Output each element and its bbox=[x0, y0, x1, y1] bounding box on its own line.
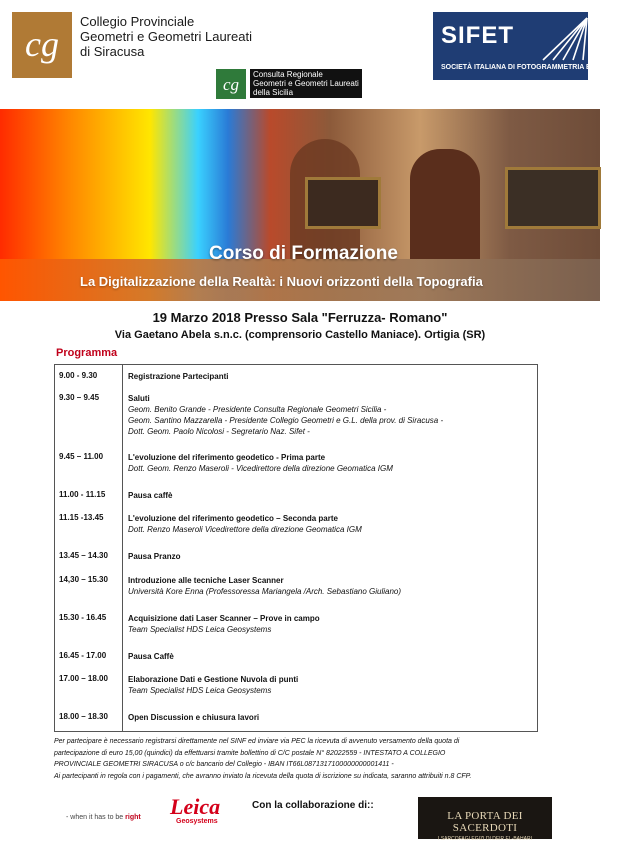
program-time: 11.15 -13.45 bbox=[59, 513, 104, 522]
program-heading: Programma bbox=[56, 347, 118, 359]
program-detail: Geom. Santino Mazzarella - Presidente Collegio Geometri e G.L. della prov. di Siracusa - bbox=[128, 416, 444, 425]
program-description bbox=[128, 551, 533, 562]
program-description bbox=[128, 371, 533, 382]
porta-sacerdoti-logo: LA PORTA DEI SACERDOTI I SARCOFAGI EGIZI DI DEIR EL-BAHARI bbox=[418, 797, 552, 839]
program-detail: Università Kore Enna (Professoressa Mariangela /Arch. Sebastiano Giuliano) bbox=[128, 587, 402, 596]
collegio-logo-icon bbox=[12, 12, 72, 78]
program-title: Saluti bbox=[128, 394, 150, 403]
program-time: 11.00 - 11.15 bbox=[59, 490, 106, 499]
leica-logo: Leica Geosystems bbox=[170, 794, 221, 825]
program-title: Pausa Caffè bbox=[128, 652, 174, 661]
program-title: Open Discussion e chiusura lavori bbox=[128, 713, 260, 722]
program-description bbox=[128, 513, 533, 535]
event-address: Via Gaetano Abela s.n.c. (comprensorio Castello Maniace). Ortigia (SR) bbox=[114, 329, 486, 341]
program-detail: Dott. Geom. Renzo Maseroli - Vicedirettore della direzione Geomatica IGM bbox=[128, 464, 393, 473]
program-time: 18.00 – 18.30 bbox=[59, 712, 108, 721]
program-description bbox=[128, 651, 533, 662]
program-detail: Dott. Geom. Paolo Nicolosi - Segretario Naz. Sifet - bbox=[128, 427, 310, 436]
program-time: 13.45 – 14.30 bbox=[59, 551, 108, 560]
program-title: L'evoluzione del riferimento geodetico – Seconda parte bbox=[128, 514, 338, 523]
program-time: 9.30 – 9.45 bbox=[59, 393, 100, 402]
banner-door bbox=[410, 149, 480, 259]
program-title: Introduzione alle tecniche Laser Scanner bbox=[128, 576, 284, 585]
banner-painting bbox=[305, 177, 381, 229]
registration-note: Per partecipare è necessario registrarsi direttamente nel SINF ed inviare via PEC la ricevuta di avvenuto versamento della quota di partecipazione di euro 15,00 (quindici) da effettuarsi tramite bollettino di C/C postale N° 82022559 - INTESTATO A COLLEGIO PROVINCIALE GEOMETRI SIRACUSA o c/c bancario del Collegio - IBAN IT66L0871317100000000001411 - Ai partecipanti in regola con i pagamenti, che avranno inviato la ricevuta della quota di iscrizione su indicata, saranno attribuiti n.8 CFP. bbox=[54, 738, 472, 780]
program-description bbox=[128, 393, 533, 437]
program-description bbox=[128, 712, 533, 723]
program-time: 14,30 – 15.30 bbox=[59, 575, 108, 584]
svg-text:cg: cg bbox=[222, 75, 240, 94]
program-time: 9.00 - 9.30 bbox=[59, 371, 98, 380]
sifet-logo: SIFET SOCIETÀ ITALIANA DI FOTOGRAMMETRIA E TOPOGRAFIA bbox=[433, 12, 588, 80]
course-subtitle: La Digitalizzazione della Realtà: i Nuovi orizzonti della Topografia bbox=[80, 274, 483, 289]
collaboration-label: Con la collaborazione di:: bbox=[252, 800, 374, 811]
program-time: 16.45 - 17.00 bbox=[59, 651, 107, 660]
svg-text:cg: cg bbox=[25, 24, 59, 64]
program-time: 17.00 – 18.00 bbox=[59, 674, 108, 683]
event-date: 19 Marzo 2018 Presso Sala "Ferruzza- Romano" bbox=[152, 310, 448, 325]
program-detail: Team Specialist HDS Leica Geosystems bbox=[128, 686, 272, 695]
course-title: Corso di Formazione bbox=[209, 243, 398, 264]
program-table bbox=[54, 364, 538, 732]
program-time: 9.45 – 11.00 bbox=[59, 452, 104, 461]
program-description bbox=[128, 452, 533, 474]
program-title: Pausa Pranzo bbox=[128, 552, 181, 561]
consulta-name: Consulta Regionale Geometri e Geometri Laureati della Sicilia bbox=[250, 69, 362, 98]
program-detail: Dott. Renzo Maseroli Vicedirettore della direzione Geomatica IGM bbox=[128, 525, 362, 534]
program-title: Registrazione Partecipanti bbox=[128, 372, 229, 381]
collegio-name: Collegio Provinciale Geometri e Geometri Laureati di Siracusa bbox=[80, 14, 252, 59]
program-description bbox=[128, 575, 533, 597]
hero-banner bbox=[0, 109, 600, 301]
program-title: Acquisizione dati Laser Scanner – Prove in campo bbox=[128, 614, 320, 623]
banner-painting bbox=[505, 167, 601, 229]
program-time: 15.30 - 16.45 bbox=[59, 613, 107, 622]
program-description bbox=[128, 490, 533, 501]
column-divider bbox=[122, 365, 123, 731]
program-title: L'evoluzione del riferimento geodetico - Prima parte bbox=[128, 453, 326, 462]
consulta-logo-icon bbox=[216, 69, 246, 99]
program-description bbox=[128, 674, 533, 696]
leica-tagline: - when it has to be right bbox=[66, 814, 141, 821]
program-title: Pausa caffè bbox=[128, 491, 173, 500]
program-detail: Team Specialist HDS Leica Geosystems bbox=[128, 625, 272, 634]
program-detail: Geom. Benito Grande - Presidente Consulta Regionale Geometri Sicilia - bbox=[128, 405, 387, 414]
sifet-fan-icon bbox=[533, 18, 588, 62]
program-description bbox=[128, 613, 533, 635]
program-title: Elaborazione Dati e Gestione Nuvola di punti bbox=[128, 675, 299, 684]
